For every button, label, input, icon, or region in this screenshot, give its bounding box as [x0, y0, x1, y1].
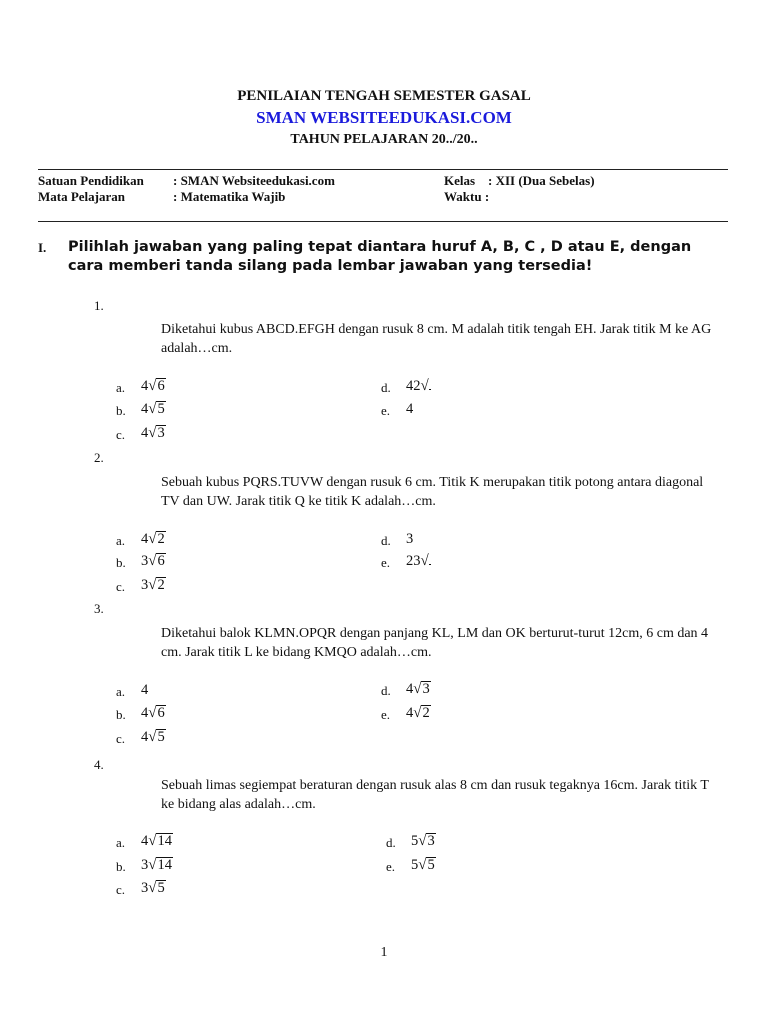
option-letter: c. [116, 427, 126, 442]
option-answer [406, 553, 431, 570]
radicand: 2 [157, 531, 165, 547]
radicand: 5 [157, 401, 165, 417]
sqrt-icon: √ [148, 577, 157, 593]
sqrt-icon: √ [148, 553, 157, 569]
sqrt-icon: √ [148, 705, 157, 721]
option-coefficient: 3 [141, 880, 149, 896]
option-answer [141, 553, 166, 570]
option-answer [406, 531, 413, 548]
option-letter: a. [116, 835, 126, 850]
option-answer [406, 401, 413, 418]
option-letter: a. [116, 684, 126, 699]
option-letter: a. [116, 533, 126, 548]
option-answer [141, 577, 166, 594]
sqrt-expression [148, 425, 165, 442]
option-letter: b. [116, 403, 126, 418]
option-answer [411, 833, 436, 850]
option-coefficient: 4 [406, 681, 414, 697]
radicand [429, 389, 431, 390]
option-coefficient: 4 [141, 425, 149, 441]
option-letter: d. [386, 835, 396, 850]
option-letter: a. [116, 380, 126, 395]
option-letter: e. [381, 707, 391, 722]
section-number: I. [38, 240, 47, 255]
option-answer [141, 705, 166, 722]
sqrt-expression [148, 833, 173, 850]
option-answer [141, 833, 173, 850]
mapel-value: : Matematika Wajib [173, 189, 286, 204]
question-number: 4. [94, 757, 104, 772]
radicand: 6 [157, 378, 165, 394]
sqrt-expression [148, 880, 165, 897]
option-coefficient: 4 [141, 833, 149, 849]
academic-year: TAHUN PELAJARAN 20../20.. [290, 132, 478, 147]
option-coefficient: 42 [406, 378, 421, 394]
option-answer [141, 378, 166, 395]
option-answer [141, 682, 148, 699]
question-number: 2. [94, 450, 104, 465]
option-coefficient: 3 [141, 857, 149, 873]
sqrt-expression [148, 531, 165, 548]
option-letter: e. [381, 555, 391, 570]
option-answer [141, 531, 166, 548]
waktu-label: Waktu : [444, 189, 490, 204]
sqrt-expression [148, 729, 165, 746]
header-divider-bottom [38, 221, 728, 222]
satuan-value: : SMAN Websiteedukasi.com [173, 173, 335, 188]
radicand: 14 [157, 833, 172, 849]
question-text: Diketahui kubus ABCD.EFGH dengan rusuk 8 cm. M adalah titik tengah EH. Jarak titik M ke AG adalah…cm. [161, 322, 712, 356]
sqrt-expression [148, 857, 173, 874]
option-answer [141, 857, 173, 874]
option-coefficient: 3 [141, 577, 149, 593]
kelas-label: Kelas [444, 173, 476, 188]
option-coefficient: 4 [406, 705, 414, 721]
radicand: 3 [422, 681, 430, 697]
sqrt-expression [148, 705, 165, 722]
radicand: 5 [157, 880, 165, 896]
section-instruction: Pilihlah jawaban yang paling tepat diantara huruf A, B, C , D atau E, dengan cara memberi tanda silang pada lembar jawaban yang tersedia! [68, 239, 692, 274]
option-coefficient: 5 [411, 833, 419, 849]
option-coefficient: 3 [406, 531, 414, 547]
option-letter: d. [381, 533, 391, 548]
sqrt-expression [418, 833, 435, 850]
sqrt-icon: √ [420, 378, 429, 394]
sqrt-expression [148, 378, 165, 395]
option-letter: b. [116, 707, 126, 722]
sqrt-icon: √ [148, 833, 157, 849]
option-coefficient: 4 [141, 682, 149, 698]
sqrt-icon: √ [413, 705, 422, 721]
question-text: Sebuah limas segiempat beraturan dengan rusuk alas 8 cm dan rusuk tegaknya 16cm. Jarak titik T ke bidang alas adalah…cm. [161, 778, 709, 812]
radicand: 2 [422, 705, 430, 721]
page-title: PENILAIAN TENGAH SEMESTER GASAL [237, 88, 531, 104]
option-letter: c. [116, 882, 126, 897]
option-coefficient: 3 [141, 553, 149, 569]
option-letter: b. [116, 555, 126, 570]
sqrt-icon: √ [418, 833, 427, 849]
sqrt-expression [148, 553, 165, 570]
option-answer [406, 681, 431, 698]
sqrt-icon: √ [148, 729, 157, 745]
sqrt-icon: √ [148, 531, 157, 547]
question-text: Diketahui balok KLMN.OPQR dengan panjang KL, LM dan OK berturut-turut 12cm, 6 cm dan 4 cm. Jarak titik L ke bidang KMQO adalah…cm. [161, 626, 709, 660]
radicand: 5 [427, 857, 435, 873]
sqrt-icon: √ [148, 378, 157, 394]
option-letter: e. [386, 859, 396, 874]
option-coefficient: 4 [406, 401, 414, 417]
option-answer [406, 705, 431, 722]
radicand: 5 [157, 729, 165, 745]
sqrt-expression [413, 681, 430, 698]
mapel-label: Mata Pelajaran [38, 189, 126, 204]
sqrt-expression [418, 857, 435, 874]
option-letter: b. [116, 859, 126, 874]
sqrt-icon: √ [148, 401, 157, 417]
option-coefficient: 4 [141, 531, 149, 547]
option-coefficient: 5 [411, 857, 419, 873]
sqrt-expression [413, 705, 430, 722]
sqrt-expression [421, 553, 431, 570]
option-answer [406, 378, 431, 395]
sqrt-icon: √ [420, 553, 429, 569]
school-name: SMAN WEBSITEEDUKASI.COM [256, 108, 512, 127]
option-answer [411, 857, 436, 874]
option-answer [141, 880, 166, 897]
radicand: 3 [157, 425, 165, 441]
sqrt-icon: √ [148, 880, 157, 896]
option-coefficient: 4 [141, 705, 149, 721]
satuan-label: Satuan Pendidikan [38, 173, 144, 188]
sqrt-icon: √ [413, 681, 422, 697]
radicand: 6 [157, 705, 165, 721]
option-coefficient: 23 [406, 553, 421, 569]
radicand: 2 [157, 577, 165, 593]
sqrt-expression [421, 378, 431, 395]
option-coefficient: 4 [141, 729, 149, 745]
sqrt-expression [148, 401, 165, 418]
sqrt-icon: √ [148, 425, 157, 441]
option-coefficient: 4 [141, 401, 149, 417]
radicand: 6 [157, 553, 165, 569]
question-text: Sebuah kubus PQRS.TUVW dengan rusuk 6 cm. Titik K merupakan titik potong antara diagonal TV dan UW. Jarak titik Q ke titik K adalah…cm. [161, 475, 704, 509]
radicand: 3 [427, 833, 435, 849]
option-letter: c. [116, 731, 126, 746]
option-letter: e. [381, 403, 391, 418]
option-letter: c. [116, 579, 126, 594]
question-number: 3. [94, 601, 104, 616]
radicand: 14 [157, 857, 172, 873]
option-letter: d. [381, 380, 391, 395]
sqrt-icon: √ [148, 857, 157, 873]
option-letter: d. [381, 683, 391, 698]
sqrt-icon: √ [418, 857, 427, 873]
sqrt-expression [148, 577, 165, 594]
question-number: 1. [94, 298, 104, 313]
option-answer [141, 425, 166, 442]
header-divider-top [38, 169, 728, 170]
option-answer [141, 729, 166, 746]
kelas-value: : XII (Dua Sebelas) [488, 173, 595, 188]
option-answer [141, 401, 166, 418]
radicand [429, 564, 431, 565]
option-coefficient: 4 [141, 378, 149, 394]
page-number: 1 [380, 945, 388, 960]
